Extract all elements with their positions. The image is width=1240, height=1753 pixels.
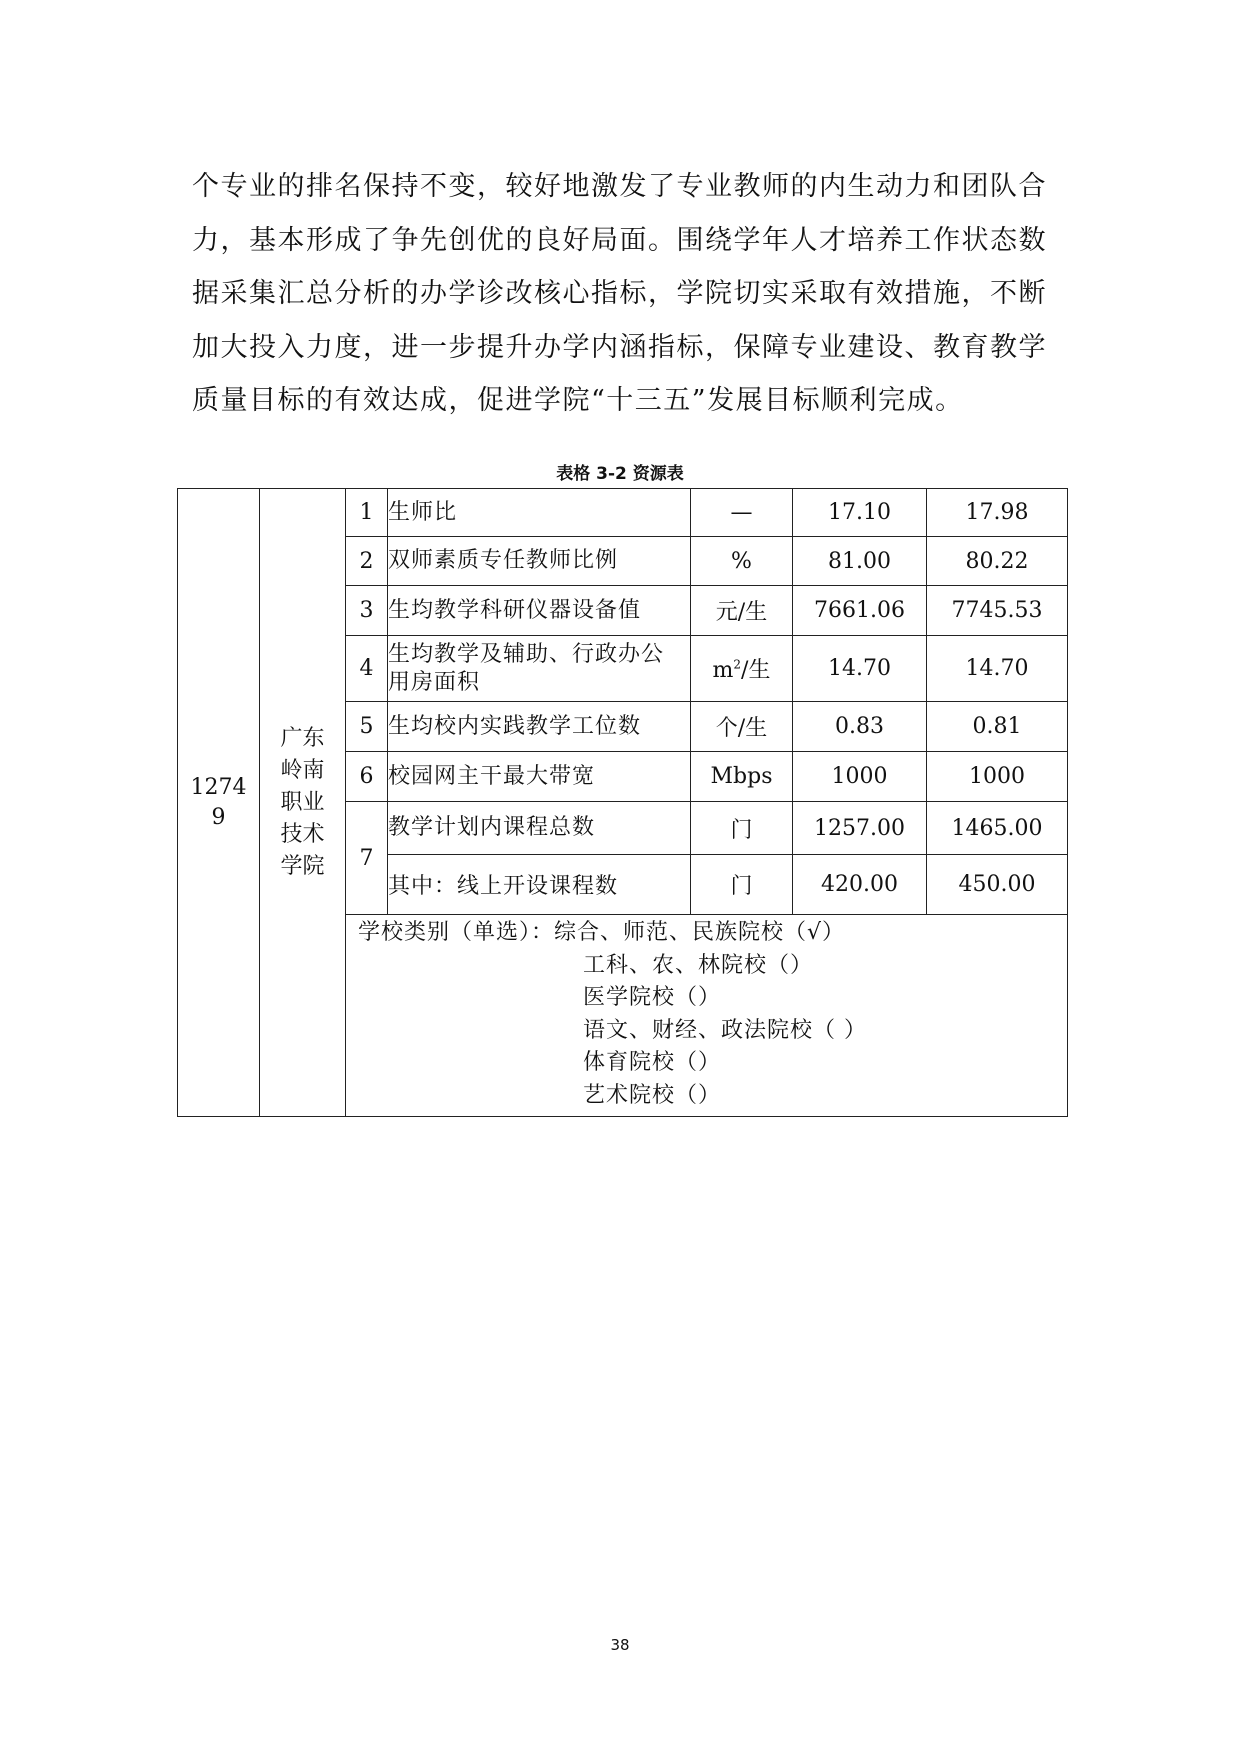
category-line: 语文、财经、政法院校（ ） (583, 1017, 867, 1043)
unit-cell: 门 (691, 802, 793, 855)
category-line: 体育院校（） (583, 1050, 722, 1075)
value-cell-2: 0.81 (927, 702, 1068, 752)
value-cell-1: 1000 (793, 752, 927, 802)
row-number: 7 (346, 802, 388, 915)
unit-cell (691, 636, 793, 702)
value-cell-2: 1465.00 (927, 802, 1068, 855)
indicator-name: 双师素质专任教师比例 (388, 537, 691, 586)
row-number: 4 (346, 636, 388, 702)
value-cell-1: 0.83 (793, 702, 927, 752)
indicator-name: 生均教学及辅助、行政办公用房面积 (388, 636, 691, 702)
value-cell-1: 14.70 (793, 636, 927, 702)
body-paragraph (192, 160, 1062, 428)
school-name-cell: 广东岭南职业技术学院 (260, 489, 346, 1117)
table-row (178, 489, 1068, 537)
category-line: 艺术院校（） (583, 1082, 722, 1108)
value-cell-2: 450.00 (927, 855, 1068, 915)
value-cell-1: 17.10 (793, 489, 927, 537)
page-number: 38 (610, 1636, 630, 1654)
unit-cell: % (691, 537, 793, 586)
indicator-name: 生均教学科研仪器设备值 (388, 586, 691, 636)
unit-superscript: 2 (733, 657, 742, 672)
indicator-name: 教学计划内课程总数 (388, 802, 691, 855)
school-category-notes (346, 915, 1068, 1117)
category-line: 工科、农、林院校（） (583, 952, 814, 978)
unit-cell: Mbps (691, 752, 793, 802)
value-cell-2: 80.22 (927, 537, 1068, 586)
unit-cell: 元/生 (691, 586, 793, 636)
unit-base: m (712, 658, 734, 683)
row-number: 5 (346, 702, 388, 752)
resource-table (177, 488, 1068, 1117)
category-line: 医学院校（） (583, 985, 722, 1010)
row-number: 3 (346, 586, 388, 636)
value-cell-1: 7661.06 (793, 586, 927, 636)
row-number: 2 (346, 537, 388, 586)
row-number: 1 (346, 489, 388, 537)
unit-cell: 门 (691, 855, 793, 915)
value-cell-2: 7745.53 (927, 586, 1068, 636)
value-cell-2: 1000 (927, 752, 1068, 802)
value-cell-1: 81.00 (793, 537, 927, 586)
paragraph-line: 力，基本形成了争先创优的良好局面。围绕学年人才培养工作状态数 (192, 224, 1047, 256)
indicator-name: 校园网主干最大带宽 (388, 752, 691, 802)
value-cell-1: 1257.00 (793, 802, 927, 855)
paragraph-line: 据采集汇总分析的办学诊改核心指标，学院切实采取有效措施，不断 (192, 278, 1047, 309)
paragraph-line: 加大投入力度，进一步提升办学内涵指标，保障专业建设、教育教学 (192, 331, 1047, 363)
category-line: 学校类别（单选）：综合、师范、民族院校（√） (358, 920, 846, 945)
school-code-cell: 1274 9 (178, 489, 260, 1117)
table-caption: 表格 3-2 资源表 (556, 464, 684, 484)
value-cell-1: 420.00 (793, 855, 927, 915)
paragraph-line: 质量目标的有效达成，促进学院“十三五”发展目标顺利完成。 (192, 385, 964, 416)
value-cell-2: 14.70 (927, 636, 1068, 702)
paragraph-line: 个专业的排名保持不变，较好地激发了专业教师的内生动力和团队合 (192, 171, 1047, 202)
indicator-name: 生均校内实践教学工位数 (388, 702, 691, 752)
indicator-subname: 其中：线上开设课程数 (388, 855, 691, 915)
unit-cell: 个/生 (691, 702, 793, 752)
unit-tail: /生 (741, 658, 771, 683)
unit-cell: — (691, 489, 793, 537)
indicator-name: 生师比 (388, 489, 691, 537)
value-cell-2: 17.98 (927, 489, 1068, 537)
row-number: 6 (346, 752, 388, 802)
